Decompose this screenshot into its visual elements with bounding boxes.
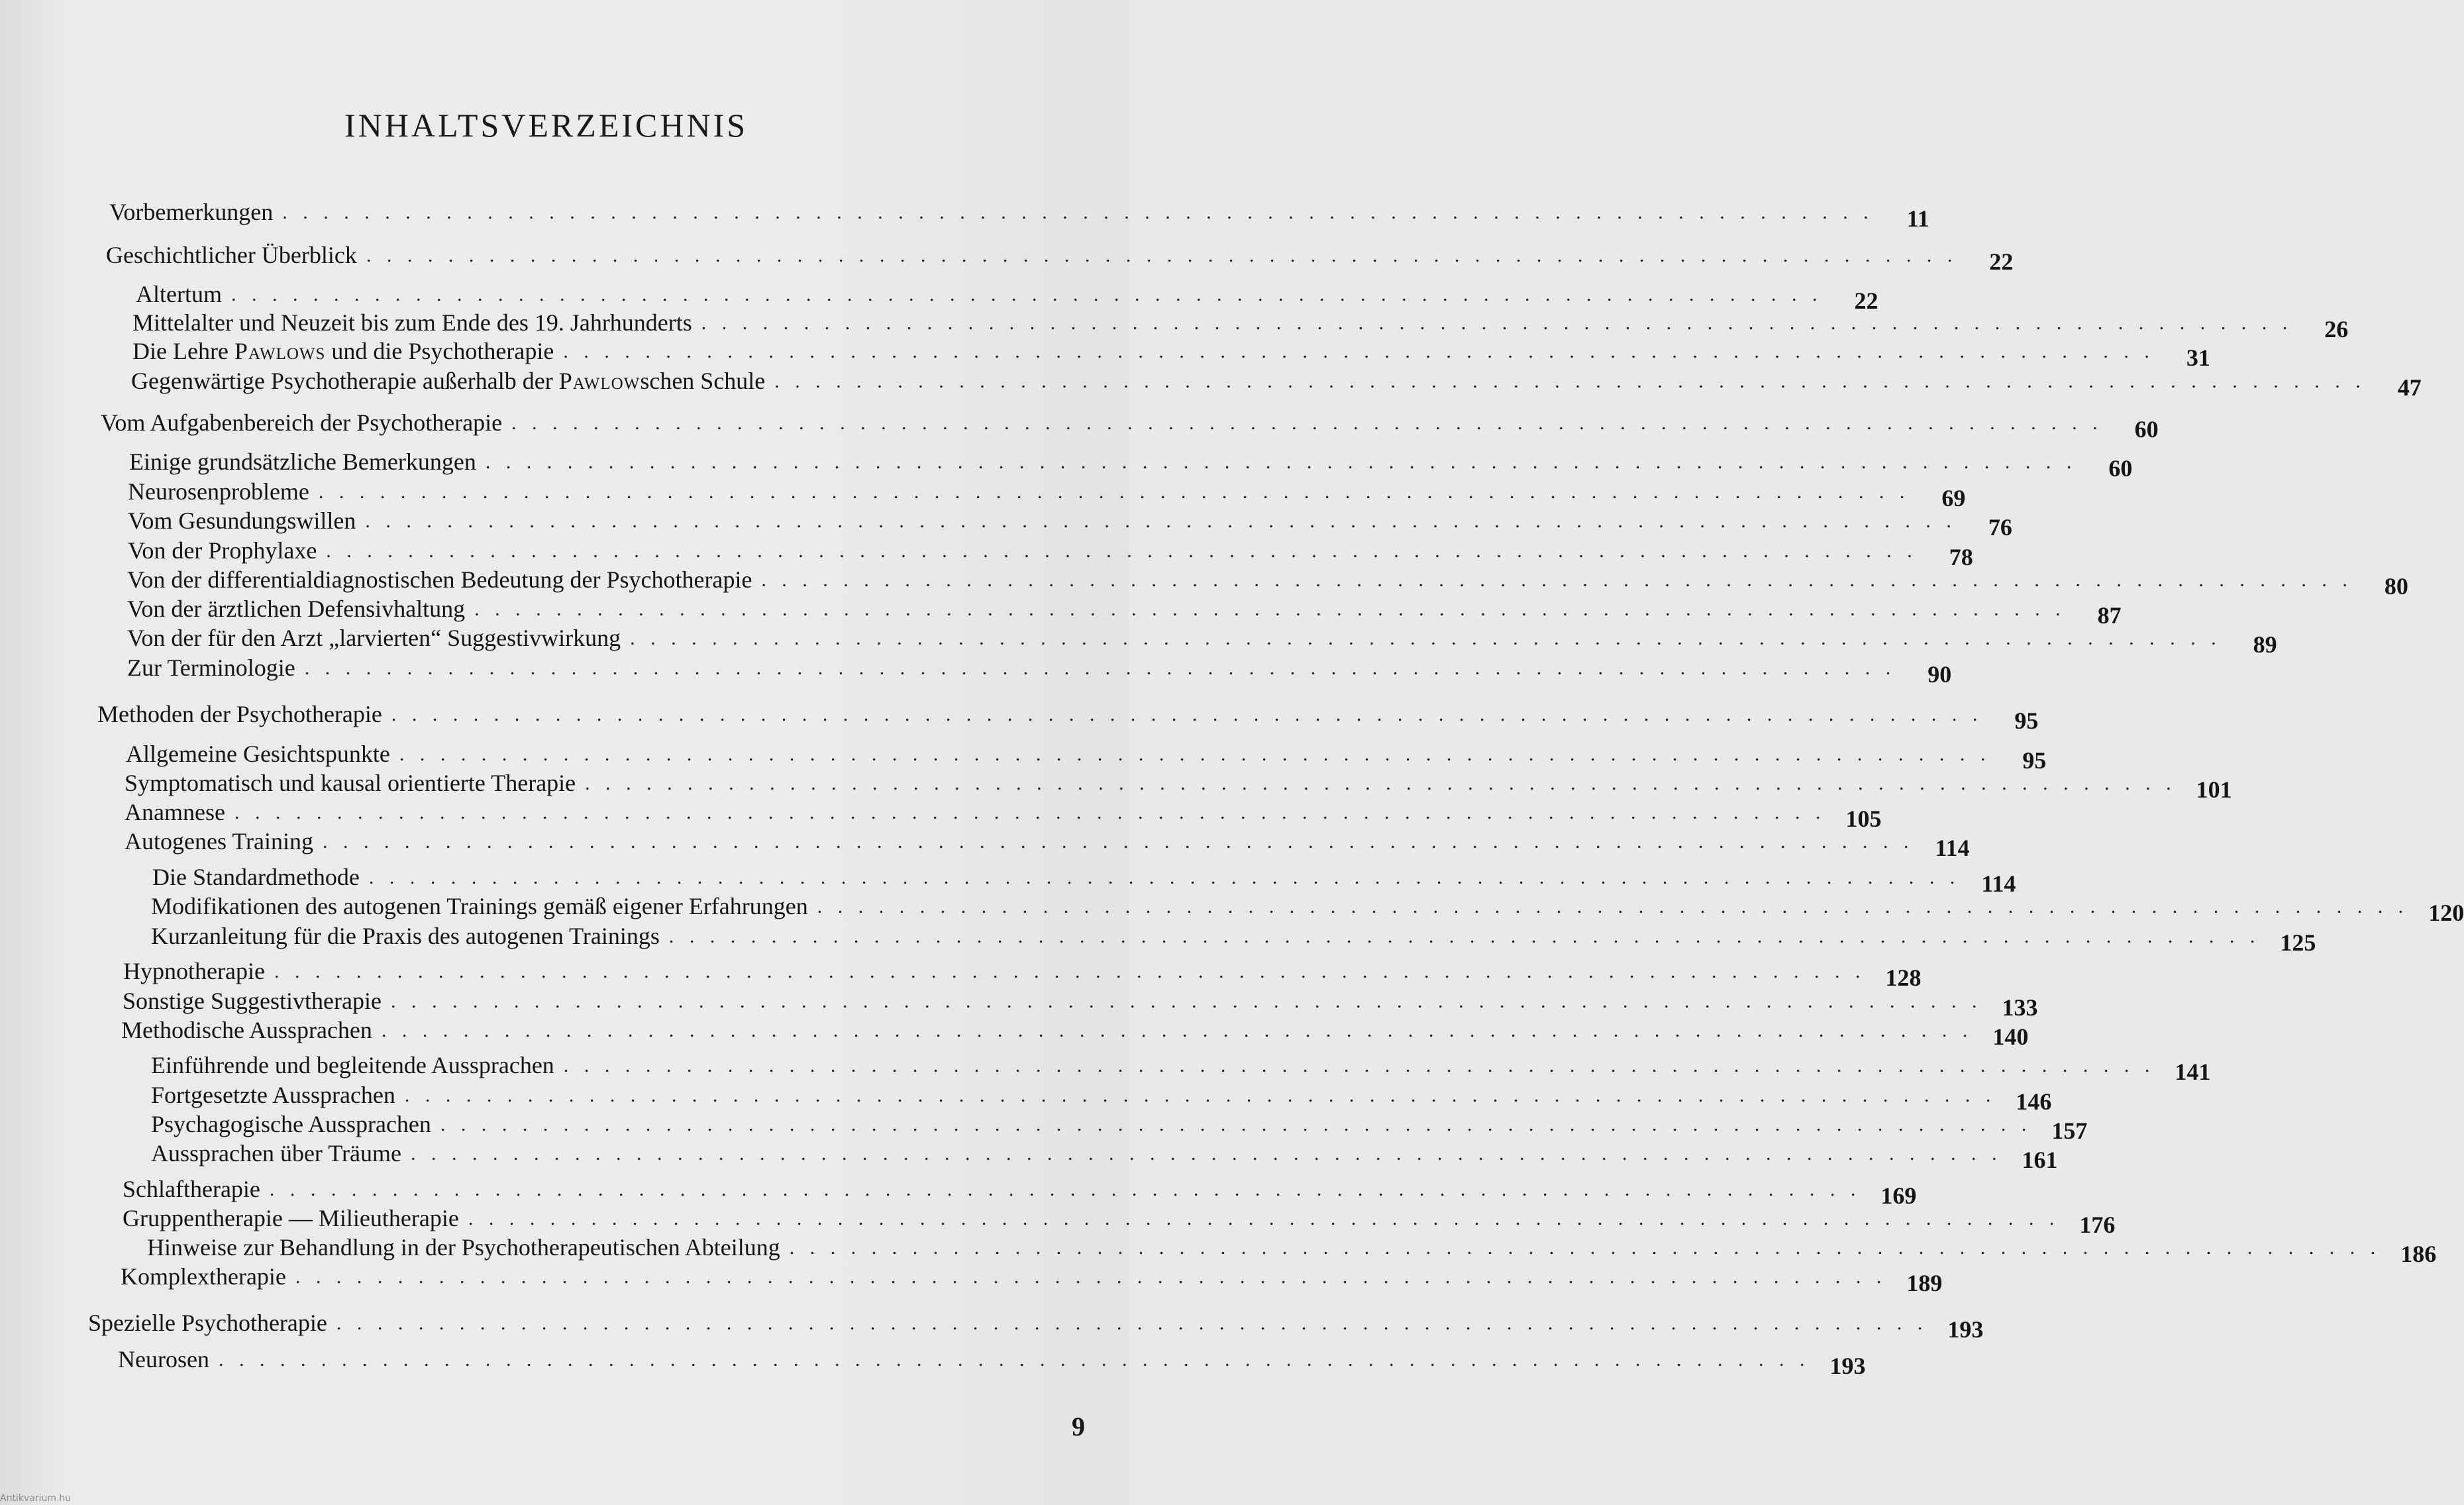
leader-dots: . . . . . . . . . . . . . . . . . . . . . . . . . . . . . . . . . . . . . . . . . . . . . . . . . . . . . . . . . . . . . . . . . . . . . . . . . . . . . . — [585, 772, 2177, 794]
leader-dots: . . . . . . . . . . . . . . . . . . . . . . . . . . . . . . . . . . . . . . . . . . . . . . . . . . . . . . . . . . . . . . . . . . . . . . . . . . . . . . — [365, 510, 1957, 532]
toc-entry — [127, 648, 1952, 688]
toc-entry-label-part: Die Lehre — [132, 338, 234, 364]
toc-entry-page: 89 — [2253, 631, 2277, 658]
toc-entry-label: Gruppentherapie — Milieutherapie — [123, 1205, 459, 1231]
page-number: 9 — [1072, 1412, 1085, 1441]
leader-dots: . . . . . . . . . . . . . . . . . . . . . . . . . . . . . . . . . . . . . . . . . . . . . . . . . . . . . . . . . . . . . . . . . . . . . . . . . . . . . . — [410, 1143, 2002, 1165]
toc-entry-page: 80 — [2384, 573, 2408, 599]
leader-dots: . . . . . . . . . . . . . . . . . . . . . . . . . . . . . . . . . . . . . . . . . . . . . . . . . . . . . . . . . . . . . . . . . . . . . . . . . . . . . . — [563, 1055, 2155, 1076]
toc-entry-label: Hinweise zur Behandlung in der Psychotherapeutischen Abteilung — [147, 1234, 780, 1261]
toc-entry-label: Anamnese — [125, 799, 225, 825]
toc-entry-label: Von der für den Arzt „larvierten“ Suggestivwirkung — [127, 625, 621, 651]
toc-entry-page: 125 — [2280, 929, 2316, 956]
toc-entry — [151, 1045, 2211, 1085]
toc-entry-page: 60 — [2108, 455, 2133, 482]
leader-dots: . . . . . . . . . . . . . . . . . . . . . . . . . . . . . . . . . . . . . . . . . . . . . . . . . . . . . . . . . . . . . . . . . . . . . . . . . . . . . . — [668, 925, 2261, 947]
toc-entry — [152, 857, 2016, 897]
toc-entry — [128, 501, 2012, 541]
toc-entry — [97, 694, 2039, 734]
toc-entry-label: Hypnotherapie — [123, 958, 265, 984]
toc-entry-label: Komplextherapie — [121, 1263, 286, 1290]
toc-entry-page: 69 — [1941, 485, 1966, 511]
toc-entry-label: Vom Gesundungswillen — [128, 507, 356, 534]
leader-dots: . . . . . . . . . . . . . . . . . . . . . . . . . . . . . . . . . . . . . . . . . . . . . . . . . . . . . . . . . . . . . . . . . . . . . . . . . . . . . . — [485, 451, 2077, 473]
toc-entry-page: 169 — [1880, 1182, 1917, 1209]
toc-entry — [123, 981, 2038, 1021]
leader-dots: . . . . . . . . . . . . . . . . . . . . . . . . . . . . . . . . . . . . . . . . . . . . . . . . . . . . . . . . . . . . . . . . . . . . . . . . . . . . . . — [323, 831, 1914, 853]
toc-entry — [125, 821, 1970, 861]
toc-entry-label — [132, 338, 563, 364]
toc-entry — [128, 472, 1966, 511]
toc-entry-label: Sonstige Suggestivtherapie — [123, 988, 382, 1014]
toc-entry-page: 133 — [2002, 994, 2038, 1021]
toc-entry-page: 176 — [2079, 1212, 2116, 1238]
toc-entry-label: Spezielle Psychotherapie — [88, 1310, 327, 1336]
toc-entry-page: 11 — [1906, 205, 1929, 232]
toc-entry — [121, 1010, 2029, 1050]
toc-entry-page: 157 — [2051, 1117, 2088, 1144]
toc-entry-page: 193 — [1829, 1353, 1866, 1379]
toc-entry-label: Vom Aufgabenbereich der Psychotherapie — [101, 409, 503, 436]
toc-entry — [151, 1104, 2088, 1144]
toc-entry-page: 76 — [1988, 514, 2012, 541]
toc-entry-label: Autogenes Training — [125, 828, 314, 855]
toc-entry — [151, 1133, 2058, 1173]
toc-entry-label — [131, 368, 774, 394]
toc-entry-page: 193 — [1947, 1316, 1984, 1343]
toc-entry — [151, 886, 2464, 926]
leader-dots: . . . . . . . . . . . . . . . . . . . . . . . . . . . . . . . . . . . . . . . . . . . . . . . . . . . . . . . . . . . . . . . . . . . . . . . . . . . . . . — [789, 1237, 2381, 1259]
toc-entry — [123, 1169, 1917, 1209]
toc-entry-label: Fortgesetzte Aussprachen — [151, 1082, 395, 1108]
leader-dots: . . . . . . . . . . . . . . . . . . . . . . . . . . . . . . . . . . . . . . . . . . . . . . . . . . . . . . . . . . . . . . . . . . . . . . . . . . . . . . — [295, 1266, 1887, 1288]
toc-entry-label: Psychagogische Aussprachen — [151, 1111, 431, 1137]
toc-entry-page: 95 — [2014, 707, 2039, 734]
toc-entry — [151, 916, 2316, 956]
toc-entry — [129, 442, 2133, 482]
toc-entry-page: 60 — [2134, 416, 2159, 442]
leader-dots: . . . . . . . . . . . . . . . . . . . . . . . . . . . . . . . . . . . . . . . . . . . . . . . . . . . . . . . . . . . . . . . . . . . . . . . . . . . . . . — [269, 1178, 1861, 1200]
toc-entry-page: 140 — [1992, 1023, 2029, 1050]
toc-entry-page: 47 — [2397, 374, 2422, 401]
toc-entry-label-part: und die Psychotherapie — [325, 338, 554, 364]
leader-dots: . . . . . . . . . . . . . . . . . . . . . . . . . . . . . . . . . . . . . . . . . . . . . . . . . . . . . . . . . . . . . . . . . . . . . . . . . . . . . . — [318, 481, 1910, 503]
toc-entry — [127, 589, 2122, 629]
toc-entry-label: Schlaftherapie — [123, 1176, 260, 1202]
toc-entry-label: Einige grundsätzliche Bemerkungen — [129, 448, 476, 475]
toc-entry-page: 141 — [2175, 1059, 2211, 1085]
page-title: INHALTSVERZEICHNIS — [344, 107, 748, 144]
leader-dots: . . . . . . . . . . . . . . . . . . . . . . . . . . . . . . . . . . . . . . . . . . . . . . . . . . . . . . . . . . . . . . . . . . . . . . . . . . . . . . — [630, 627, 2222, 649]
leader-dots: . . . . . . . . . . . . . . . . . . . . . . . . . . . . . . . . . . . . . . . . . . . . . . . . . . . . . . . . . . . . . . . . . . . . . . . . . . . . . . — [468, 1208, 2060, 1229]
leader-dots: . . . . . . . . . . . . . . . . . . . . . . . . . . . . . . . . . . . . . . . . . . . . . . . . . . . . . . . . . . . . . . . . . . . . . . . . . . . . . . — [399, 743, 1991, 765]
leader-dots: . . . . . . . . . . . . . . . . . . . . . . . . . . . . . . . . . . . . . . . . . . . . . . . . . . . . . . . . . . . . . . . . . . . . . . . . . . . . . . — [366, 244, 1958, 266]
toc-entry-label: Methoden der Psychotherapie — [97, 701, 382, 727]
toc-entry-page: 87 — [2097, 602, 2122, 629]
toc-entry — [147, 1227, 2437, 1267]
leader-dots: . . . . . . . . . . . . . . . . . . . . . . . . . . . . . . . . . . . . . . . . . . . . . . . . . . . . . . . . . . . . . . . . . . . . . . . . . . . . . . — [390, 990, 1982, 1012]
toc-entry-page: 22 — [1854, 287, 1878, 314]
toc-entry-label: Die Standardmethode — [152, 864, 360, 890]
toc-entry-label-smallcaps: Pawlow — [558, 368, 641, 394]
leader-dots: . . . . . . . . . . . . . . . . . . . . . . . . . . . . . . . . . . . . . . . . . . . . . . . . . . . . . . . . . . . . . . . . . . . . . . . . . . . . . . — [511, 412, 2103, 434]
toc-entry — [131, 361, 2422, 401]
leader-dots: . . . . . . . . . . . . . . . . . . . . . . . . . . . . . . . . . . . . . . . . . . . . . . . . . . . . . . . . . . . . . . . . . . . . . . . . . . . . . . — [304, 657, 1896, 679]
toc-entry — [128, 531, 1973, 570]
leader-dots: . . . . . . . . . . . . . . . . . . . . . . . . . . . . . . . . . . . . . . . . . . . . . . . . . . . . . . . . . . . . . . . . . . . . . . . . . . . . . . — [381, 1019, 1973, 1041]
toc-entry — [123, 951, 1922, 991]
leader-dots: . . . . . . . . . . . . . . . . . . . . . . . . . . . . . . . . . . . . . . . . . . . . . . . . . . . . . . . . . . . . . . . . . . . . . . . . . . . . . . — [218, 1349, 1810, 1371]
leader-dots: . . . . . . . . . . . . . . . . . . . . . . . . . . . . . . . . . . . . . . . . . . . . . . . . . . . . . . . . . . . . . . . . . . . . . . . . . . . . . . — [404, 1084, 1996, 1106]
leader-dots: . . . . . . . . . . . . . . . . . . . . . . . . . . . . . . . . . . . . . . . . . . . . . . . . . . . . . . . . . . . . . . . . . . . . . . . . . . . . . . — [274, 960, 1866, 982]
toc-entry-label: Von der Prophylaxe — [128, 537, 317, 564]
toc-entry — [127, 618, 2277, 658]
toc-entry-label: Einführende und begleitende Aussprachen — [151, 1052, 554, 1078]
leader-dots: . . . . . . . . . . . . . . . . . . . . . . . . . . . . . . . . . . . . . . . . . . . . . . . . . . . . . . . . . . . . . . . . . . . . . . . . . . . . . . — [234, 802, 1826, 823]
leader-dots: . . . . . . . . . . . . . . . . . . . . . . . . . . . . . . . . . . . . . . . . . . . . . . . . . . . . . . . . . . . . . . . . . . . . . . . . . . . . . . — [774, 370, 2366, 392]
toc-entry-label: Modifikationen des autogenen Trainings gemäß eigener Erfahrungen — [151, 893, 808, 919]
leader-dots: . . . . . . . . . . . . . . . . . . . . . . . . . . . . . . . . . . . . . . . . . . . . . . . . . . . . . . . . . . . . . . . . . . . . . . . . . . . . . . — [701, 312, 2293, 334]
toc-entry-page: 90 — [1927, 661, 1952, 688]
toc-entry-label: Allgemeine Gesichtspunkte — [126, 741, 390, 767]
toc-entry-label: Von der ärztlichen Defensivhaltung — [127, 596, 466, 622]
toc-entry-label: Altertum — [136, 281, 222, 307]
toc-entry-label: Neurosen — [118, 1346, 209, 1373]
toc-entry-page: 26 — [2324, 316, 2349, 342]
toc-entry-label: Geschichtlicher Überblick — [106, 242, 357, 268]
toc-entry — [106, 235, 2014, 275]
toc-entry-label: Vorbemerkungen — [109, 199, 274, 225]
toc-entry-page: 114 — [1981, 870, 2016, 897]
toc-entry — [121, 1257, 1943, 1296]
toc-entry — [125, 763, 2232, 803]
leader-dots: . . . . . . . . . . . . . . . . . . . . . . . . . . . . . . . . . . . . . . . . . . . . . . . . . . . . . . . . . . . . . . . . . . . . . . . . . . . . . . — [563, 340, 2155, 362]
toc-entry — [126, 734, 2047, 774]
toc-entry-page: 105 — [1845, 805, 1882, 832]
leader-dots: . . . . . . . . . . . . . . . . . . . . . . . . . . . . . . . . . . . . . . . . . . . . . . . . . . . . . . . . . . . . . . . . . . . . . . . . . . . . . . — [336, 1312, 1928, 1334]
leader-dots: . . . . . . . . . . . . . . . . . . . . . . . . . . . . . . . . . . . . . . . . . . . . . . . . . . . . . . . . . . . . . . . . . . . . . . . . . . . . . . — [474, 598, 2066, 620]
toc-entry-page: 114 — [1935, 835, 1970, 861]
toc-entry-page: 120 — [2428, 900, 2464, 926]
toc-entry-page: 95 — [2022, 747, 2047, 774]
toc-entry-label: Methodische Aussprachen — [121, 1017, 372, 1043]
leader-dots: . . . . . . . . . . . . . . . . . . . . . . . . . . . . . . . . . . . . . . . . . . . . . . . . . . . . . . . . . . . . . . . . . . . . . . . . . . . . . . — [391, 703, 1983, 725]
toc-entry-label-part: Gegenwärtige Psychotherapie außerhalb der — [131, 368, 559, 394]
toc-entry — [101, 403, 2159, 442]
toc-entry-page: 161 — [2022, 1147, 2058, 1173]
toc-entry — [127, 560, 2408, 599]
toc-entry-page: 78 — [1949, 544, 1973, 570]
toc-entry-label: Kurzanleitung für die Praxis des autogenen Trainings — [151, 923, 660, 949]
toc-entry-label: Aussprachen über Träume — [151, 1140, 401, 1167]
toc-entry — [132, 331, 2210, 371]
toc-entry — [109, 192, 1929, 232]
toc-entry-page: 128 — [1885, 964, 1922, 991]
leader-dots: . . . . . . . . . . . . . . . . . . . . . . . . . . . . . . . . . . . . . . . . . . . . . . . . . . . . . . . . . . . . . . . . . . . . . . . . . . . . . . — [326, 540, 1918, 562]
toc-entry — [118, 1339, 1866, 1379]
toc-entry-label: Symptomatisch und kausal orientierte Therapie — [125, 770, 576, 796]
toc-entry — [88, 1303, 1984, 1343]
leader-dots: . . . . . . . . . . . . . . . . . . . . . . . . . . . . . . . . . . . . . . . . . . . . . . . . . . . . . . . . . . . . . . . . . . . . . . . . . . . . . . — [817, 896, 2409, 917]
leader-dots: . . . . . . . . . . . . . . . . . . . . . . . . . . . . . . . . . . . . . . . . . . . . . . . . . . . . . . . . . . . . . . . . . . . . . . . . . . . . . . — [368, 866, 1961, 888]
toc-entry — [125, 792, 1882, 832]
toc-entry-label: Neurosenprobleme — [128, 478, 309, 505]
toc-entry — [151, 1075, 2052, 1115]
toc-entry — [123, 1198, 2116, 1238]
toc-entry-page: 22 — [1989, 248, 2014, 275]
toc-entry-page: 186 — [2400, 1241, 2437, 1267]
leader-dots: . . . . . . . . . . . . . . . . . . . . . . . . . . . . . . . . . . . . . . . . . . . . . . . . . . . . . . . . . . . . . . . . . . . . . . . . . . . . . . — [440, 1114, 2032, 1135]
watermark: Antikvarium.hu — [0, 1493, 72, 1504]
toc-entry-label-smallcaps: Pawlows — [234, 338, 326, 364]
leader-dots: . . . . . . . . . . . . . . . . . . . . . . . . . . . . . . . . . . . . . . . . . . . . . . . . . . . . . . . . . . . . . . . . . . . . . . . . . . . . . . — [231, 284, 1823, 305]
toc-entry-label: Zur Terminologie — [127, 654, 295, 681]
toc-entry-page: 31 — [2186, 344, 2210, 371]
toc-entry-label: Mittelalter und Neuzeit bis zum Ende des 19. Jahrhunderts — [132, 309, 692, 336]
toc-entry-page: 101 — [2196, 776, 2232, 803]
toc-entry-label: Von der differentialdiagnostischen Bedeutung der Psychotherapie — [127, 566, 752, 593]
toc-entry-label-part: schen Schule — [640, 368, 766, 394]
toc-entry-page: 189 — [1906, 1270, 1943, 1296]
leader-dots: . . . . . . . . . . . . . . . . . . . . . . . . . . . . . . . . . . . . . . . . . . . . . . . . . . . . . . . . . . . . . . . . . . . . . . . . . . . . . . — [282, 201, 1874, 223]
toc-entry-page: 146 — [2016, 1088, 2052, 1115]
leader-dots: . . . . . . . . . . . . . . . . . . . . . . . . . . . . . . . . . . . . . . . . . . . . . . . . . . . . . . . . . . . . . . . . . . . . . . . . . . . . . . — [761, 569, 2353, 591]
